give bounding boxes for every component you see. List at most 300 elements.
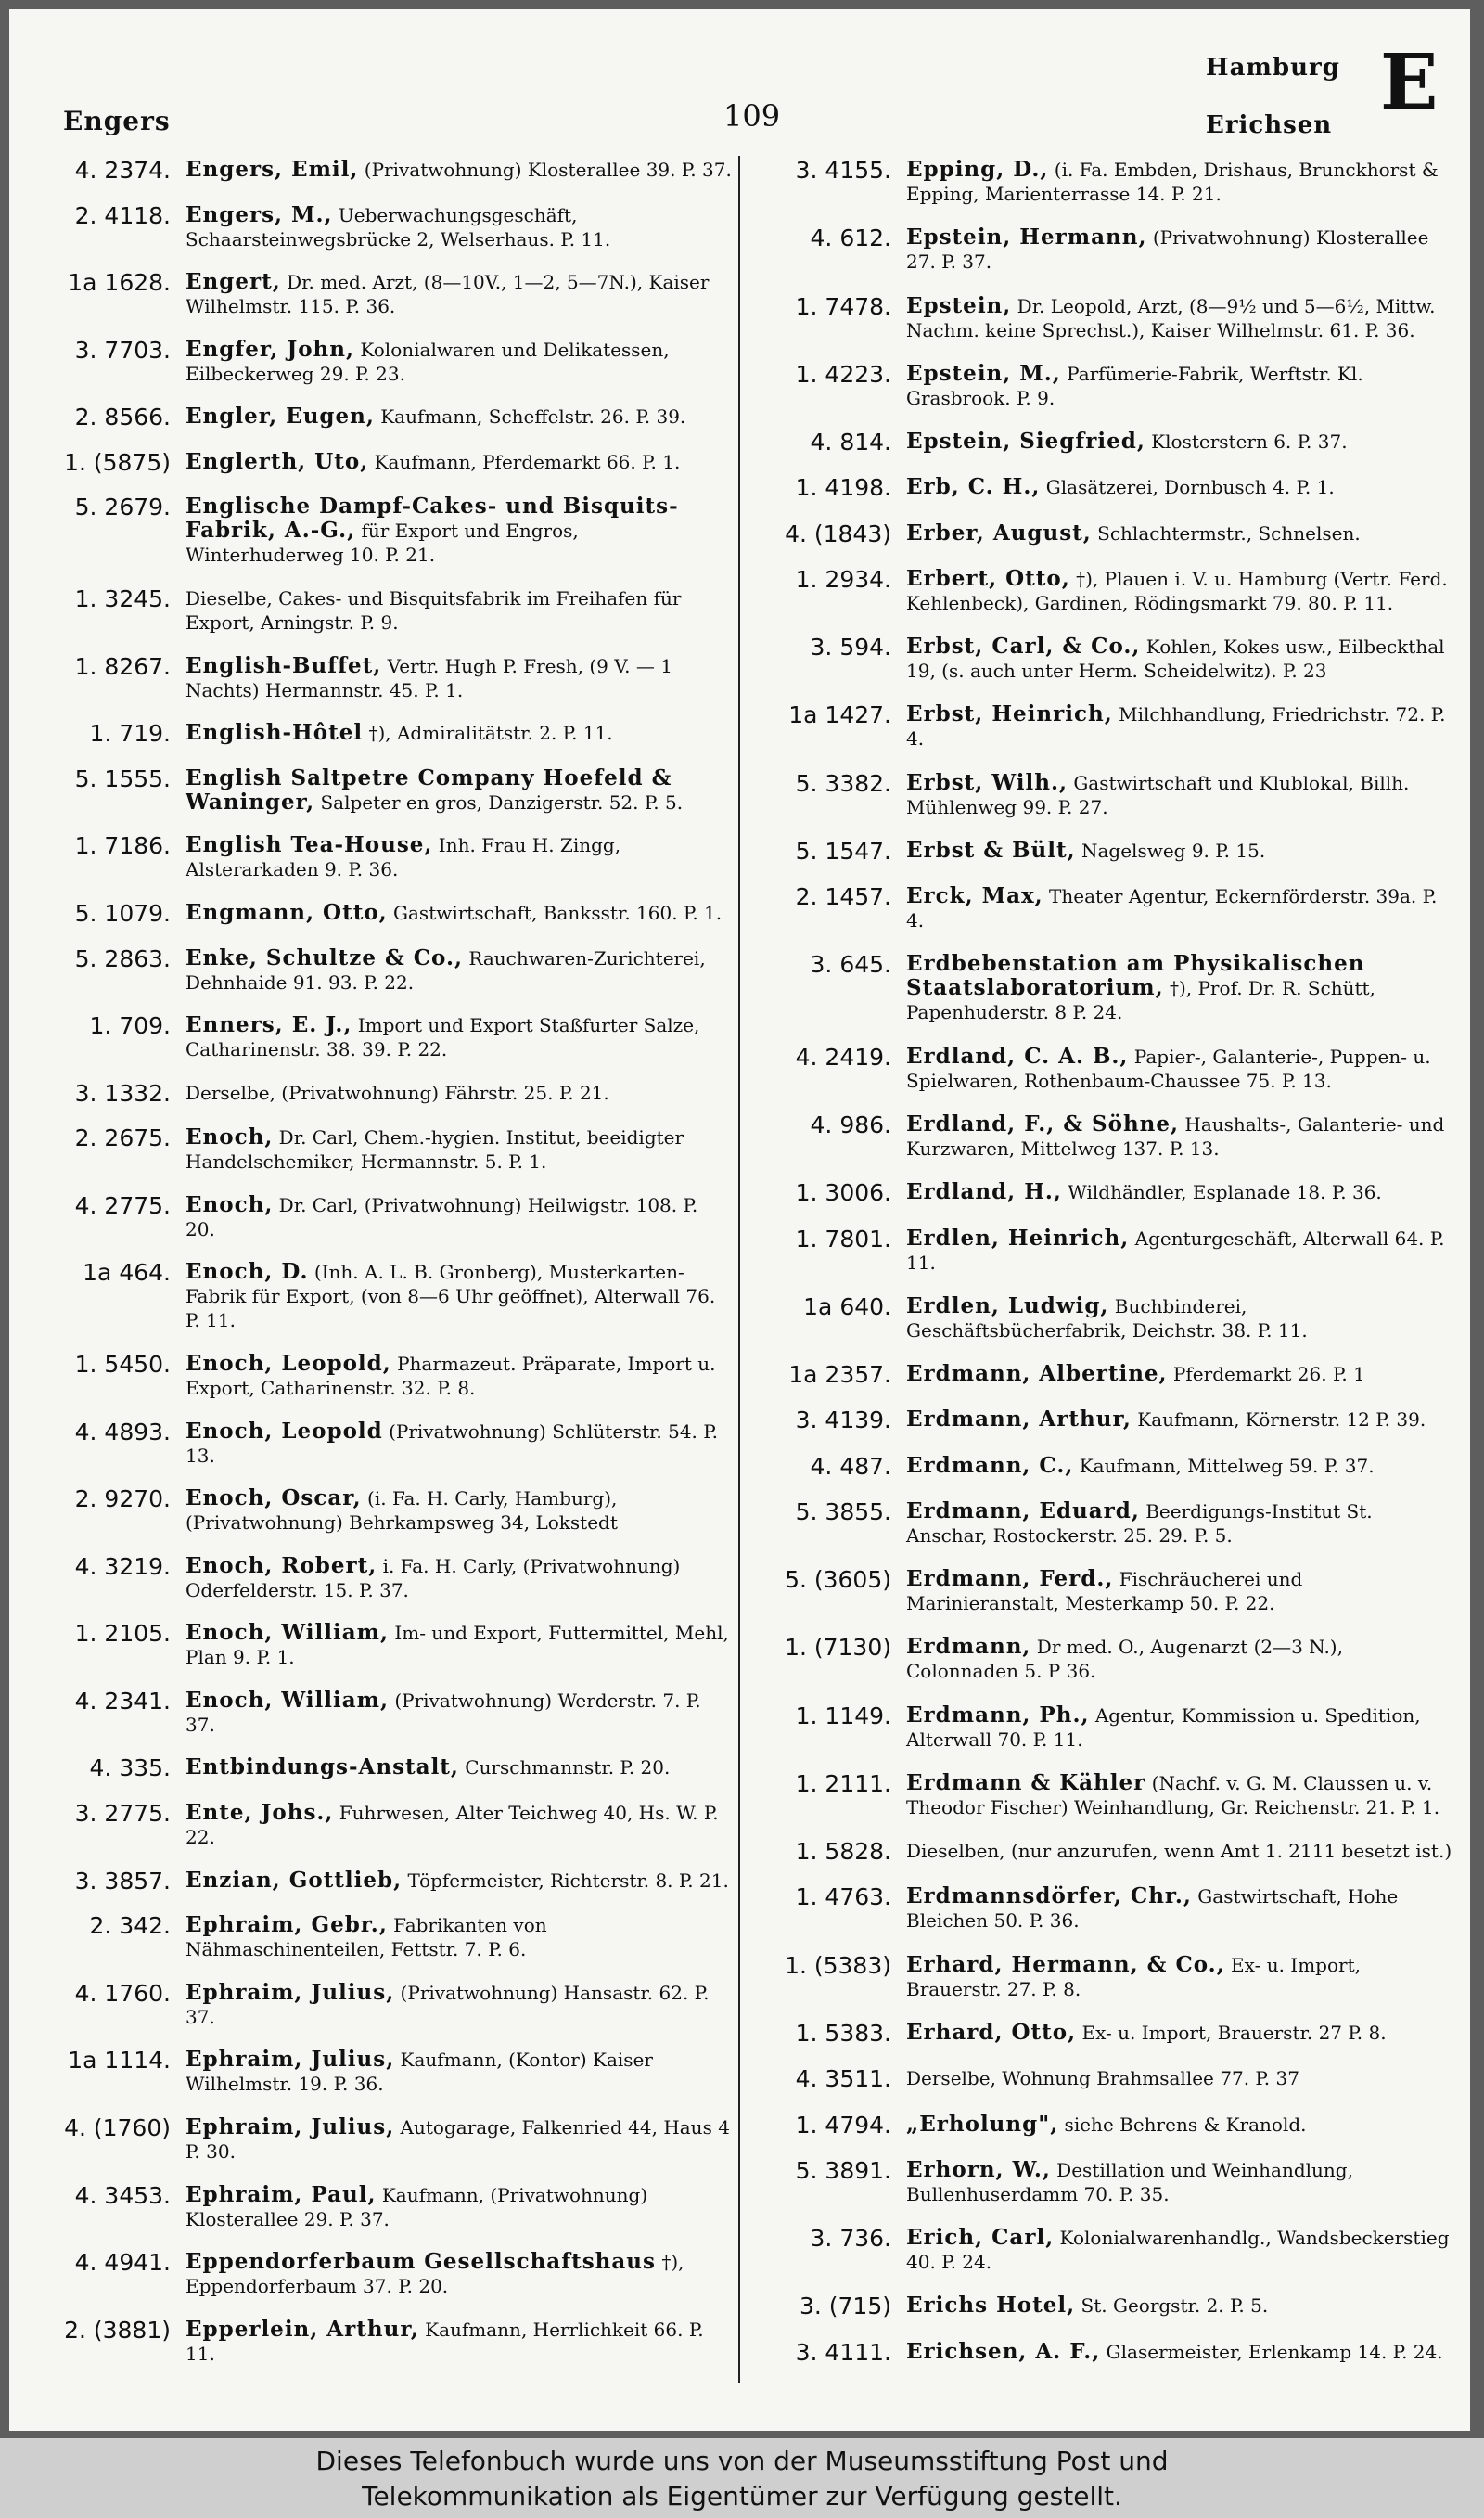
entry-details: Töpfermeister, Richterstr. 8. P. 21. [402,1869,729,1892]
directory-entry [35,901,740,927]
subscriber-name: Erbst, Carl, & Co., [906,634,1141,660]
entry-details: Agenturgeschäft, Alterwall 64. P. 11. [906,1227,1445,1274]
entry-text [906,1839,1461,1863]
entry-text [186,1260,740,1332]
phone-number: 2. (3881) [64,2316,171,2344]
subscriber-name: Epping, D., [906,157,1049,182]
entry-text [906,952,1461,1024]
entry-text [186,1981,740,2029]
entry-details: Fuhrwesen, Alter Teichweg 40, Hs. W. P. 22. [186,1802,719,1849]
subscriber-name: Erdmann, Albertine, [906,1361,1168,1387]
directory-entry [35,1486,740,1535]
subscriber-name: Englische Dampf-Cakes- und Bisquits-Fabrik, A.-G., [186,494,679,544]
entry-details: (Privatwohnung) Klosterallee 27. P. 37. [906,226,1429,274]
page-header [9,9,1470,148]
directory-entry [756,1884,1461,1933]
directory-entry [35,2183,740,2231]
entry-details: Klosterstern 6. P. 37. [1145,430,1348,454]
phone-number: 1. 1149. [795,1702,891,1729]
directory-entry [35,1420,740,1468]
phone-number: 1. 3006. [795,1179,891,1207]
entry-text [186,1486,740,1535]
subscriber-name: Erdmann & Kähler [906,1769,1146,1795]
section-letter: E [1380,38,1439,127]
entry-details: Fischräucherei und Marinieranstalt, Mesterkamp 50. P. 22. [906,1568,1303,1615]
subscriber-name: Englerth, Uto, [186,448,369,474]
phone-number: 4. 487. [810,1452,891,1480]
entry-details: (Privatwohnung) Schlüterstr. 54. P. 13. [186,1420,719,1467]
entry-details: Derselbe, (Privatwohnung) Fährstr. 25. P. 21. [186,1081,609,1104]
entry-text [906,567,1461,615]
entry-text [186,2318,740,2366]
entry-text [186,2183,740,2231]
entry-text [906,2113,1461,2137]
directory-entry [35,1869,740,1895]
phone-number: 4. 2775. [74,1191,171,1219]
entry-text [906,1294,1461,1343]
phone-number: 3. 645. [810,951,891,979]
entry-text [906,1635,1461,1683]
directory-entry [35,1554,740,1602]
subscriber-name: Enoch, William, [186,1687,389,1713]
entry-details: Dieselben, (nur anzurufen, wenn Amt 1. 2111 besetzt ist.) [906,1840,1452,1863]
entry-text [186,654,740,702]
subscriber-name: Erdlen, Ludwig, [906,1292,1109,1318]
subscriber-name: Erdlen, Heinrich, [906,1225,1130,1251]
phone-number: 4. 335. [89,1754,171,1782]
phone-number: 4. (1843) [785,520,891,547]
entry-text [186,1554,740,1602]
phone-number: 1a 464. [83,1259,171,1287]
entry-text [906,771,1461,819]
entry-details: Kohlen, Kokes usw., Eilbeckthal 19, (s. auch unter Herm. Scheidelwitz). P. 23 [906,636,1445,683]
phone-number: 1. 3245. [74,585,171,613]
entry-details: Theater Agentur, Eckernförderstr. 39a. P. 4. [906,885,1438,932]
subscriber-name: „Erholung", [906,2111,1059,2137]
directory-entry [756,294,1461,342]
phone-number: 2. 342. [89,1912,171,1940]
phone-number: 5. 3382. [795,769,891,797]
directory-entry [35,1193,740,1241]
phone-number: 3. 1332. [74,1079,171,1107]
entry-details: Im- und Export, Futtermittel, Mehl, Plan 9. P. 1. [186,1622,729,1669]
directory-entry [35,1913,740,1961]
entry-text [186,2048,740,2096]
subscriber-name: Erdmannsdörfer, Chr., [906,1883,1192,1909]
phone-number: 1. 7478. [795,292,891,320]
entry-details: (Inh. A. L. B. Gronberg), Musterkarten-Fabrik für Export, (von 8—6 Uhr geöffnet), Alterwall 76. P. 11. [186,1261,716,1332]
phone-number: 2. 2675. [74,1124,171,1152]
subscriber-name: Epstein, Hermann, [906,225,1147,251]
entry-text [186,721,740,745]
subscriber-name: Erbst & Bült, [906,837,1076,863]
entry-text [906,1112,1461,1161]
subscriber-name: Erdmann, Ferd., [906,1566,1114,1592]
entry-text [186,1621,740,1669]
subscriber-name: Enoch, Oscar, [186,1485,362,1511]
entry-text [906,635,1461,683]
subscriber-name: Ente, Johs., [186,1800,334,1826]
phone-number: 5. 3855. [795,1497,891,1525]
directory-entry [35,721,740,747]
subscriber-name: Erhard, Otto, [906,2019,1077,2045]
entry-details: †), Eppendorferbaum 37. P. 20. [186,2251,684,2298]
entry-text [906,1045,1461,1093]
phone-number: 4. 3511. [795,2065,891,2093]
subscriber-name: Erdmann, Ph., [906,1702,1090,1728]
phone-number: 5. 1079. [74,899,171,927]
column-divider [738,156,740,2383]
directory-entry [756,158,1461,206]
subscriber-name: Ephraim, Julius, [186,2047,395,2073]
phone-number: 1a 1628. [68,269,171,297]
subscriber-name: Erdmann, [906,1634,1031,1660]
header-city: Hamburg [1206,54,1340,82]
entry-text [186,495,740,567]
entry-text [906,2158,1461,2206]
entry-text [906,1362,1461,1386]
entry-details: Schlachtermstr., Schnelsen. [1091,521,1361,545]
entry-details: Kaufmann, Mittelweg 59. P. 37. [1073,1454,1375,1477]
subscriber-name: Engert, [186,269,281,295]
subscriber-name: Enners, E. J., [186,1012,352,1038]
directory-entry [35,158,740,184]
directory-entry [756,884,1461,932]
subscriber-name: Erhard, Hermann, & Co., [906,1951,1225,1977]
entry-text [186,1420,740,1468]
entry-text [186,1869,740,1893]
subscriber-name: Engfer, John, [186,336,354,362]
entry-text [186,586,740,635]
header-last-entry: Erichsen [1206,111,1333,139]
subscriber-name: Enoch, Robert, [186,1552,377,1578]
subscriber-name: Erdmann, Arthur, [906,1407,1132,1432]
directory-entry [756,1703,1461,1752]
directory-entry [756,430,1461,456]
entry-details: Milchhandlung, Friedrichstr. 72. P. 4. [906,703,1446,751]
entry-text [906,294,1461,342]
footer-line-1: Dieses Telefonbuch wurde uns von der Museumsstiftung Post und [315,2446,1169,2476]
directory-entry [756,225,1461,274]
entry-text [186,1081,740,1105]
subscriber-name: Ephraim, Julius, [186,1979,395,2005]
phone-number: 3. 2775. [74,1800,171,1828]
entry-details: Destillation und Weinhandlung, Bullenhuserdamm 70. P. 35. [906,2158,1353,2205]
entry-details: Dr. Leopold, Arzt, (8—9½ und 5—6½, Mittw. Nachm. keine Sprechst.), Kaiser Wilhelmstr. 61. P. 36. [906,294,1436,341]
entry-text [186,338,740,386]
directory-entry [35,2250,740,2298]
entry-text [906,702,1461,751]
subscriber-name: Enoch, [186,1124,274,1150]
entry-text [186,405,740,429]
subscriber-name: Erich, Carl, [906,2225,1055,2251]
phone-number: 4. 814. [810,429,891,456]
entry-text [186,2115,740,2164]
phone-number: 1. 2105. [74,1620,171,1648]
subscriber-name: Erdland, F., & Söhne, [906,1111,1180,1137]
left-column [35,158,740,2366]
phone-number: 1a 2357. [788,1361,891,1389]
entry-text [906,839,1461,863]
subscriber-name: Erdmann, C., [906,1452,1074,1478]
entry-text [906,158,1461,206]
right-column [756,158,1461,2366]
directory-entry [35,586,740,635]
entry-details: Rauchwaren-Zurichterei, Dehnhaide 91. 93. P. 22. [186,946,706,994]
subscriber-name: Erdbebenstation am Physikalischen Staatslaboratorium, [906,951,1365,1001]
entry-details: Derselbe, Wohnung Brahmsallee 77. P. 37 [906,2067,1299,2090]
entry-details: Agentur, Kommission u. Spedition, Alterwall 70. P. 11. [906,1703,1421,1751]
subscriber-name: Erb, C. H., [906,474,1041,500]
entry-text [906,521,1461,546]
subscriber-name: Erichsen, A. F., [906,2338,1101,2364]
entry-details: i. Fa. H. Carly, (Privatwohnung) Oderfelderstr. 15. P. 37. [186,1554,681,1601]
entry-details: †), Plauen i. V. u. Hamburg (Vertr. Ferd. Kehlenbeck), Gardinen, Rödingsmarkt 79. 80. P. 11. [906,567,1448,614]
entry-details: Kaufmann, Körnerstr. 12 P. 39. [1131,1408,1426,1432]
subscriber-name: Enoch, Leopold [186,1418,383,1444]
entry-text [186,1013,740,1061]
phone-number: 1. 8267. [74,652,171,680]
phone-number: 1. 4223. [795,360,891,388]
phone-number: 1. 2934. [795,565,891,593]
subscriber-name: Erdland, C. A. B., [906,1043,1129,1069]
subscriber-name: Eppendorferbaum Gesellschaftshaus [186,2249,656,2275]
entry-details: Dr. Carl, Chem.-hygien. Institut, beeidigter Handelschemiker, Hermannstr. 5. P. 1. [186,1126,684,1174]
phone-number: 4. 2419. [795,1043,891,1071]
phone-number: 5. 2863. [74,944,171,972]
phone-number: 1. (7130) [785,1634,891,1662]
entry-details: Beerdigungs-Institut St. Anschar, Rostockerstr. 25. 29. P. 5. [906,1499,1373,1547]
directory-entry [35,766,740,815]
entry-details: Haushalts-, Galanterie- und Kurzwaren, Mittelweg 137. P. 13. [906,1112,1445,1160]
phone-number: 4. 612. [810,225,891,252]
entry-text [906,430,1461,454]
directory-entry [756,1771,1461,1819]
subscriber-name: English Tea-House, [186,832,433,858]
entry-text [906,1227,1461,1275]
entry-details: Kaufmann, (Privatwohnung) Klosterallee 29. P. 37. [186,2183,648,2230]
directory-entry [756,521,1461,547]
subscriber-name: Erbst, Wilh., [906,769,1068,795]
entry-text [906,1567,1461,1615]
phone-number: 3. (715) [799,2293,891,2320]
directory-entry [756,1227,1461,1275]
directory-entry [756,567,1461,615]
entry-text [186,2250,740,2298]
phone-number: 2. 4118. [74,201,171,229]
directory-entry [35,450,740,476]
header-first-entry: Engers [63,106,171,136]
entry-text [906,2340,1461,2364]
entry-details: Dr med. O., Augenarzt (2—3 N.), Colonnaden 5. P 36. [906,1636,1343,1683]
entry-details: (i. Fa. H. Carly, Hamburg), (Privatwohnung) Behrkampsweg 34, Lokstedt [186,1487,618,1535]
entry-text [906,2066,1461,2090]
phone-number: 3. 4155. [795,157,891,184]
entry-text [186,1125,740,1174]
directory-entry [756,1454,1461,1480]
directory-page [9,9,1470,2431]
entry-details: (Nachf. v. G. M. Claussen u. v. Theodor Fischer) Weinhandlung, Gr. Reichenstr. 21. P. 1. [906,1771,1440,1818]
subscriber-name: Erdmann, Eduard, [906,1497,1140,1523]
entry-text [186,1801,740,1849]
phone-number: 2. 1457. [795,883,891,911]
phone-number: 1. 5450. [74,1350,171,1378]
phone-number: 1. 7186. [74,832,171,860]
entry-text [906,2226,1461,2274]
entry-text [186,450,740,474]
directory-entry [756,1953,1461,2001]
entry-details: Nagelsweg 9. P. 15. [1075,839,1266,862]
phone-number: 5. (3605) [785,1566,891,1594]
directory-entry [35,1352,740,1400]
entry-details: Vertr. Hugh P. Fresh, (9 V. — 1 Nachts) Hermannstr. 45. P. 1. [186,654,672,701]
subscriber-name: English-Buffet, [186,652,382,678]
subscriber-name: Engers, Emil, [186,157,359,182]
directory-entry [35,1689,740,1737]
entry-details: Curschmannstr. P. 20. [458,1756,671,1779]
directory-entry [756,1407,1461,1433]
entry-details: Import und Export Staßfurter Salze, Catharinenstr. 38. 39. P. 22. [186,1014,700,1061]
directory-entry [756,1362,1461,1388]
subscriber-name: Entbindungs-Anstalt, [186,1754,459,1780]
entry-text [906,1771,1461,1819]
phone-number: 3. 4111. [795,2338,891,2366]
phone-number: 3. 736. [810,2225,891,2253]
directory-entry [756,635,1461,683]
entry-details: Parfümerie-Fabrik, Werftstr. Kl. Grasbrook. P. 9. [906,362,1363,409]
phone-number: 1. 2111. [795,1769,891,1797]
entry-details: für Export und Engros, Winterhuderweg 10. P. 21. [186,520,579,567]
subscriber-name: Erhorn, W., [906,2156,1051,2182]
directory-entry [35,946,740,995]
phone-number: 4. 1760. [74,1979,171,2007]
entry-details: St. Georgstr. 2. P. 5. [1075,2294,1269,2318]
subscriber-name: Enoch, D. [186,1259,309,1285]
phone-number: 4. 4893. [74,1418,171,1445]
entry-details: Papier-, Galanterie-, Puppen- u. Spielwaren, Rothenbaum-Chaussee 75. P. 13. [906,1045,1431,1092]
subscriber-name: Epperlein, Arthur, [186,2316,419,2342]
phone-number: 1. 7801. [795,1225,891,1253]
phone-number: 4. (1760) [64,2113,171,2141]
subscriber-name: Ephraim, Paul, [186,2181,377,2207]
entry-details: Kolonialwaren und Delikatessen, Eilbeckerweg 29. P. 23. [186,338,670,385]
entry-text [906,1703,1461,1752]
entry-text [186,158,740,182]
phone-number: 4. 3453. [74,2181,171,2209]
directory-entry [35,203,740,251]
entry-details: Kaufmann, Scheffelstr. 26. P. 39. [374,405,686,429]
phone-number: 1. 4763. [795,1883,891,1911]
entry-text [906,1454,1461,1478]
phone-number: 1. 4198. [795,474,891,502]
directory-entry [35,2318,740,2366]
entry-text [186,1913,740,1961]
subscriber-name: Epstein, Siegfried, [906,429,1145,455]
subscriber-name: Enoch, [186,1191,274,1217]
entry-details: Buchbinderei, Geschäftsbücherfabrik, Deichstr. 38. P. 11. [906,1294,1308,1342]
footer-notice [0,2438,1484,2518]
directory-entry [756,952,1461,1024]
directory-entry [35,1621,740,1669]
directory-entry [35,1260,740,1332]
phone-number: 1. 5383. [795,2019,891,2047]
entry-text [186,1193,740,1241]
entry-text [186,203,740,251]
entry-text [186,1352,740,1400]
directory-entry [35,338,740,386]
directory-entry [756,1294,1461,1343]
entry-details: Pharmazeut. Präparate, Import u. Export, Catharinenstr. 32. P. 8. [186,1352,716,1399]
entry-details: Pferdemarkt 26. P. 1 [1167,1363,1365,1386]
entry-details: (i. Fa. Embden, Drishaus, Brunckhorst & Epping, Marienterrasse 14. P. 21. [906,159,1439,205]
entry-details: Ex- u. Import, Brauerstr. 27. P. 8. [906,1953,1361,2000]
subscriber-name: Enoch, William, [186,1620,389,1646]
entry-text [906,1884,1461,1933]
directory-entry [756,2226,1461,2274]
entry-text [186,946,740,995]
entry-text [906,225,1461,274]
directory-entry [35,1801,740,1849]
phone-number: 4. 2374. [74,157,171,184]
page-number: 109 [723,98,781,134]
phone-number: 4. 986. [810,1111,891,1138]
subscriber-name: Enzian, Gottlieb, [186,1867,403,1893]
phone-number: 1. 4794. [795,2111,891,2139]
entry-text [186,1689,740,1737]
entry-details: Dieselbe, Cakes- und Bisquitsfabrik im Freihafen für Export, Arningstr. P. 9. [186,587,682,635]
entry-details: Gastwirtschaft, Banksstr. 160. P. 1. [387,901,723,924]
directory-entry [756,362,1461,410]
entry-text [906,1180,1461,1204]
directory-entry [756,1180,1461,1206]
entry-text [906,1953,1461,2001]
directory-entry [756,2021,1461,2047]
subscriber-name: Erck, Max, [906,883,1043,909]
directory-entry [756,2113,1461,2139]
entry-details: Kaufmann, Herrlichkeit 66. P. 11. [186,2318,704,2365]
phone-number: 4. 2341. [74,1687,171,1715]
directory-entry [756,2158,1461,2206]
entry-text [186,270,740,318]
phone-number: 3. 3857. [74,1867,171,1895]
directory-entry [756,2066,1461,2092]
directory-entry [756,1635,1461,1683]
directory-entry [756,2293,1461,2319]
entry-details: (Privatwohnung) Klosterallee 39. P. 37. [358,159,732,181]
entry-details: Inh. Frau H. Zingg, Alsterarkaden 9. P. 36. [186,834,621,881]
entry-text [906,1499,1461,1548]
subscriber-name: English Saltpetre Company Hoefeld & Waninger, [186,764,672,815]
phone-number: 3. 7703. [74,336,171,364]
entry-details: Gastwirtschaft, Hohe Bleichen 50. P. 36. [906,1885,1399,1933]
subscriber-name: English-Hôtel [186,720,364,746]
directory-entry [756,1499,1461,1548]
entry-details: Salpeter en gros, Danzigerstr. 52. P. 5. [314,790,684,814]
directory-entry [35,654,740,702]
subscriber-name: Epstein, M., [906,360,1061,386]
subscriber-name: Engler, Eugen, [186,404,375,430]
directory-entry [756,1567,1461,1615]
footer-line-2: Telekommunikation als Eigentümer zur Verfügung gestellt. [362,2481,1122,2512]
phone-number: 2. 9270. [74,1485,171,1513]
subscriber-name: Engmann, Otto, [186,899,388,925]
phone-number: 1a 1427. [788,701,891,729]
directory-entry [35,1081,740,1107]
subscriber-name: Enke, Schultze & Co., [186,944,463,970]
directory-entry [756,1112,1461,1161]
entry-text [906,2293,1461,2318]
entry-text [906,362,1461,410]
